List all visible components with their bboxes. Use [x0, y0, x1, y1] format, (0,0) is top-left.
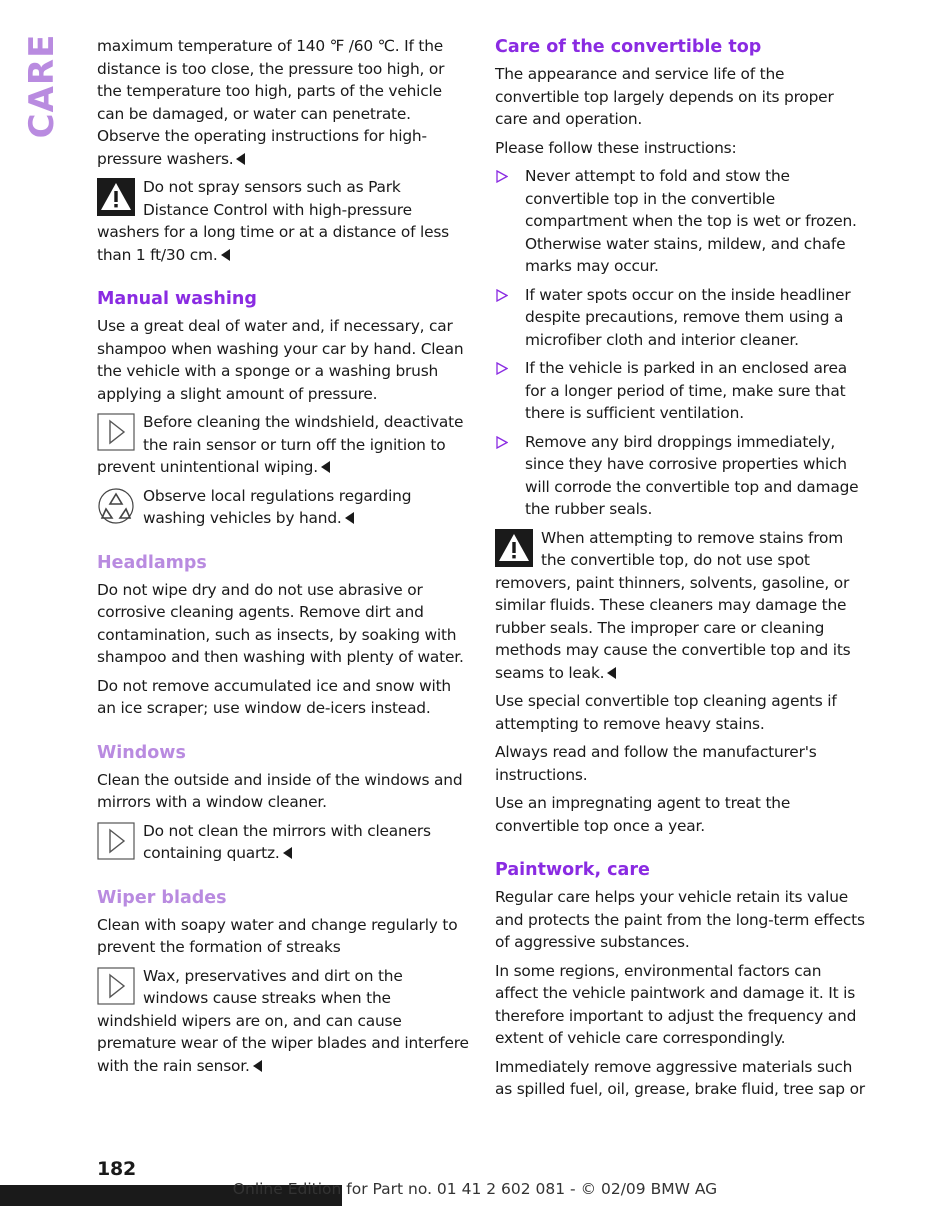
warning-icon — [495, 529, 533, 567]
intro-paragraph: maximum temperature of 140 ℉ /60 ℃. If the distance is too close, the pressure too high, or the temperature too high, parts of the vehicle can be damaged, or water can penetrate. Observe the operating instructions for high-pressure washers. — [97, 37, 445, 168]
end-mark-icon — [283, 847, 292, 859]
convertible-paragraph-1: The appearance and service life of the convertible top largely depends on its proper care and operation. — [495, 65, 834, 128]
headlamps-paragraph-1: Do not wipe dry and do not use abrasive or corrosive cleaning agents. Remove dirt and contamination, such as insects, by soaking with shampoo and then washing with plenty of water. — [97, 580, 464, 666]
manual-washing-heading: Manual washing — [97, 289, 257, 309]
list-item: If water spots occur on the inside headliner despite precautions, remove them using a microfiber cloth and interior cleaner. — [495, 284, 867, 352]
end-mark-icon — [253, 1060, 262, 1072]
right-column — [495, 35, 867, 1107]
recycle-icon — [97, 487, 135, 525]
paintwork-heading: Paintwork, care — [495, 860, 650, 880]
list-bullet-icon — [496, 284, 510, 306]
end-mark-icon — [345, 512, 354, 524]
end-mark-icon — [236, 153, 245, 165]
convertible-paragraph-2: Please follow these instructions: — [495, 138, 737, 157]
windows-note: Do not clean the mirrors with cleaners containing quartz. — [97, 820, 469, 865]
paintwork-paragraph-1: Regular care helps your vehicle retain its value and protects the paint from the long-term effects of aggressive substances. — [495, 888, 865, 951]
warning-sensors-note: Do not spray sensors such as Park Distance Control with high-pressure washers for a long time or at a distance of less than 1 ft/30 cm. — [97, 178, 449, 264]
chapter-side-tab-label: CARE — [21, 33, 62, 139]
page-number: 182 — [97, 1158, 137, 1180]
convertible-paragraph-5: Use an impregnating agent to treat the convertible top once a year. — [495, 794, 791, 835]
note-arrow-icon — [97, 822, 135, 860]
wiper-blades-text: Clean with soapy water and change regularly to prevent the formation of streaks — [97, 915, 458, 956]
convertible-instructions-list — [495, 165, 867, 521]
paintwork-paragraph-3: Immediately remove aggressive materials such as spilled fuel, oil, grease, brake fluid, tree sap or — [495, 1057, 865, 1098]
list-item: Never attempt to fold and stow the convertible top in the convertible compartment when the top is wet or frozen. Otherwise water stains, mildew, and chafe marks may occur. — [495, 165, 867, 278]
list-bullet-icon — [496, 165, 510, 187]
list-bullet-icon — [496, 431, 510, 453]
warning-icon — [97, 178, 135, 216]
wiper-blades-heading: Wiper blades — [97, 887, 227, 908]
note-arrow-icon — [97, 967, 135, 1005]
convertible-top-heading: Care of the convertible top — [495, 37, 762, 57]
list-item: Remove any bird droppings immediately, since they have corrosive properties which will corrode the convertible top and damage the rubber seals. — [495, 431, 867, 521]
headlamps-paragraph-2: Do not remove accumulated ice and snow with an ice scraper; use window de-icers instead. — [97, 676, 451, 717]
list-bullet-icon — [496, 357, 510, 379]
manual-washing-text: Use a great deal of water and, if necessary, car shampoo when washing your car by hand. Clean the vehicle with a sponge or a washing brush applying a slight amount of pressure. — [97, 317, 464, 403]
end-mark-icon — [221, 249, 230, 261]
chapter-side-tab — [21, 33, 62, 139]
windows-heading: Windows — [97, 742, 186, 763]
windows-text: Clean the outside and inside of the windows and mirrors with a window cleaner. — [97, 770, 463, 811]
paintwork-paragraph-2: In some regions, environmental factors can affect the vehicle paintwork and damage it. It is therefore important to adjust the frequency and extent of vehicle care correspondingly. — [495, 961, 857, 1047]
left-column — [97, 35, 469, 1083]
warning-stains-note: When attempting to remove stains from the convertible top, do not use spot removers, paint thinners, solvents, gasoline, or similar fluids. These cleaners may damage the rubber seals. The improper care or cleaning methods may cause the convertible top and its seams to leak. — [495, 528, 851, 682]
headlamps-heading: Headlamps — [97, 552, 207, 573]
recycle-note: Observe local regulations regarding washing vehicles by hand. — [97, 485, 469, 530]
end-mark-icon — [607, 667, 616, 679]
convertible-paragraph-3: Use special convertible top cleaning agents if attempting to remove heavy stains. — [495, 692, 837, 733]
list-item: If the vehicle is parked in an enclosed area for a longer period of time, make sure that there is sufficient ventilation. — [495, 357, 867, 425]
footer-edition-text: Online Edition for Part no. 01 41 2 602 081 - © 02/09 BMW AG — [232, 1180, 718, 1198]
windshield-note: Before cleaning the windshield, deactivate the rain sensor or turn off the ignition to prevent unintentional wiping. — [97, 413, 464, 476]
convertible-paragraph-4: Always read and follow the manufacturer's instructions. — [495, 743, 817, 784]
note-arrow-icon — [97, 413, 135, 451]
end-mark-icon — [321, 461, 330, 473]
wiper-blades-note: Wax, preservatives and dirt on the windows cause streaks when the windshield wipers are on, and can cause premature wear of the wiper blades and interfere with the rain sensor. — [97, 966, 469, 1075]
